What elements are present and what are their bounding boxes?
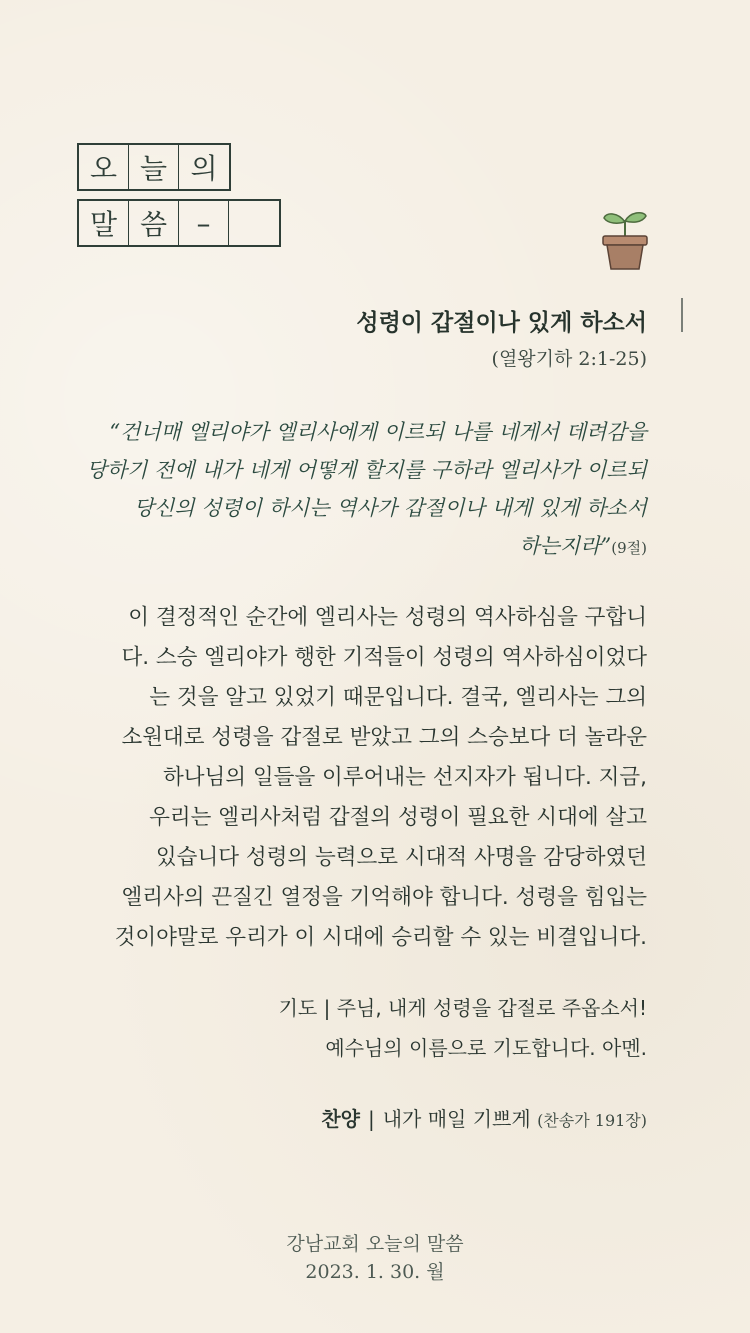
hymn-title: 내가 매일 기쁘게	[382, 1107, 531, 1131]
body-line: 는 것을 알고 있었기 때문입니다. 결국, 엘리사는 그의	[149, 685, 647, 710]
divider-line	[681, 298, 683, 332]
title-cell: 의	[190, 152, 218, 185]
title-cell: 씀	[129, 201, 179, 245]
footer	[0, 1230, 750, 1286]
body-line: 엘리사의 끈질긴 열정을 기억해야 합니다. 성령을 힘입는	[121, 885, 647, 910]
scripture-verse	[70, 413, 647, 567]
title-grid	[77, 143, 281, 247]
body-line: 것이야말로 우리가 이 시대에 승리할 수 있는 비결입니다.	[114, 925, 647, 950]
body-line: 있습니다 성령의 능력으로 시대적 사명을 감당하였던	[155, 845, 647, 870]
verse-line: 당하기 전에 내가 네게 어떻게 할지를 구하라 엘리사가 이르되	[86, 458, 647, 482]
body-line: 하나님의 일들을 이루어내는 선지자가 됩니다. 지금,	[163, 765, 647, 790]
title-grid-row-2	[77, 199, 281, 247]
verse-line-last	[70, 527, 647, 567]
verse-line: 당신의 성령이 하시는 역사가 갑절이나 내게 있게 하소서	[133, 496, 647, 520]
body-line: 다. 스승 엘리야가 행한 기적들이 성령의 역사하심이었다	[121, 645, 647, 670]
title-cell: –	[179, 201, 229, 245]
hymn	[321, 1103, 647, 1132]
verse-number: (9절)	[611, 539, 647, 557]
prayer-line: 예수님의 이름으로 기도합니다. 아멘.	[325, 1036, 647, 1060]
body-line: 우리는 엘리사처럼 갑절의 성령이 필요한 시대에 살고	[149, 805, 647, 830]
hymn-separator: |	[367, 1107, 375, 1131]
body-line: 소원대로 성령을 갑절로 받았고 그의 스승보다 더 놀라운	[121, 725, 647, 750]
sermon-body	[60, 598, 647, 958]
body-line: 이 결정적인 순간에 엘리사는 성령의 역사하심을 구합니	[128, 605, 647, 630]
title-cell-empty	[229, 201, 279, 245]
hymn-reference: (찬송가 191장)	[537, 1111, 647, 1130]
scripture-reference: (열왕기하 2:1-25)	[491, 348, 647, 370]
footer-date: 2023. 1. 30. 월	[305, 1261, 445, 1283]
footer-church: 강남교회 오늘의 말씀	[286, 1233, 464, 1255]
title-cell: 말	[79, 201, 129, 245]
prayer	[279, 988, 647, 1068]
verse-line-text: 하는지라”	[519, 534, 612, 558]
title-cell: 오	[79, 145, 129, 189]
prayer-line: 기도 | 주님, 내게 성령을 갑절로 주옵소서!	[278, 996, 647, 1020]
title-grid-row-1	[77, 143, 231, 191]
hymn-label: 찬양	[321, 1107, 360, 1131]
title-cell: 늘	[129, 145, 179, 189]
verse-line: “건너매 엘리야가 엘리사에게 이르되 나를 네게서 데려감을	[109, 420, 647, 444]
potted-sprout-icon	[598, 208, 652, 272]
sermon-title: 성령이 갑절이나 있게 하소서	[356, 310, 647, 336]
